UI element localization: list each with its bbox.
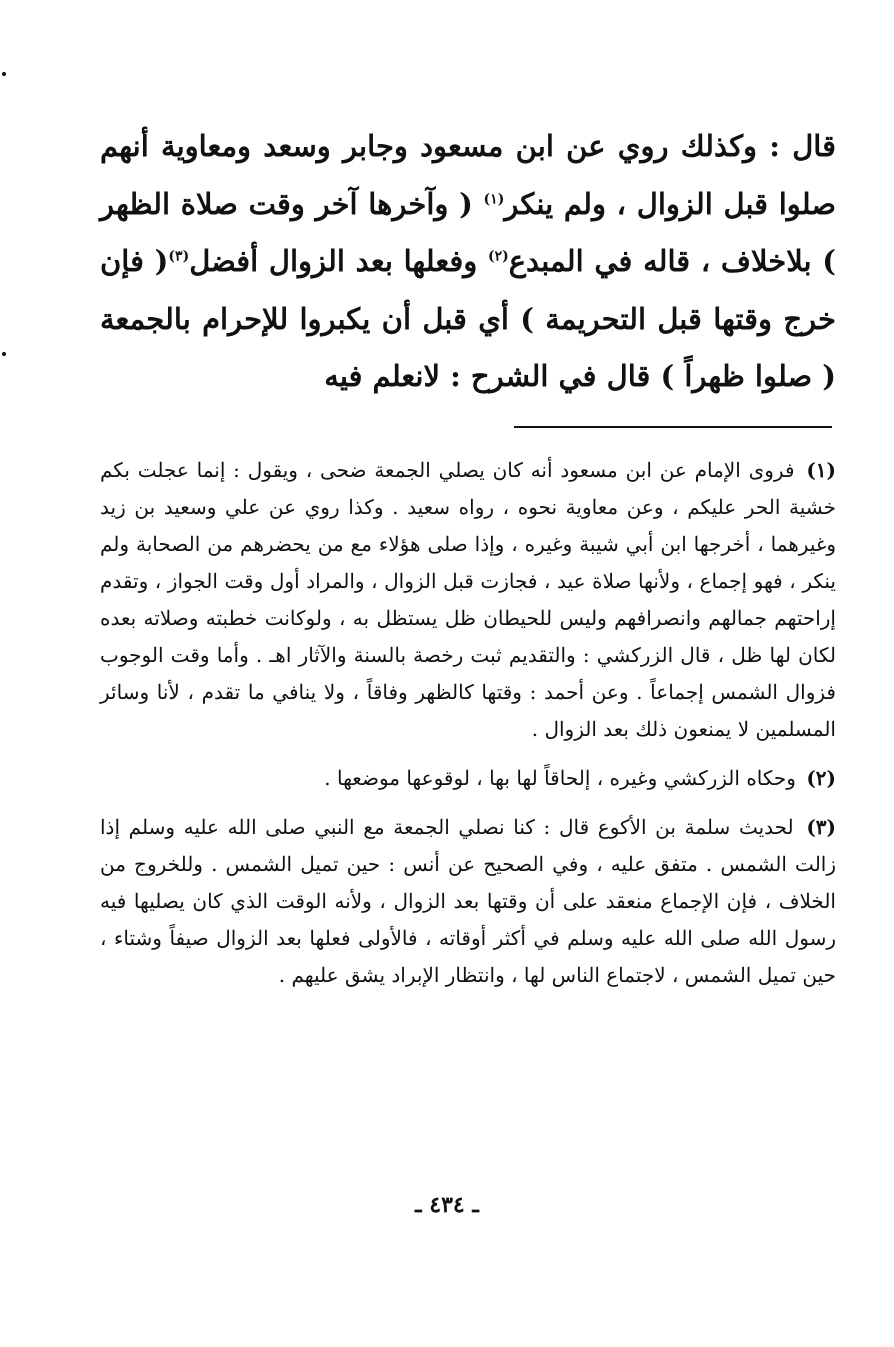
footnote-1-text: فروى الإمام عن ابن مسعود أنه كان يصلي الجمعة ضحى ، ويقول : إنما عجلت بكم خشية الحر عليكم ، وعن معاوية نحوه ، رواه سعيد . وكذا روي عن علي وسعيد بن زيد وغيرهما ، أخرجها ابن أبي شيبة وغيره ، وإذا صلى هؤلاء مع من يحضرهم من الصحابة ولم ينكر ، فهو إجماع ، ولأنها صلاة عيد ، فجازت قبل الزوال ، والمراد أول وقت الجواز ، وتقدم إراحتهم جمالهم وانصرافهم وليس للحيطان ظل يستظل به ، ولوكانت خطبته وصلاته بعده لكان لها ظل ، قال الزركشي : والتقديم ثبت رخصة بالسنة والآثار اهـ . وأما وقت الوجوب فزوال الشمس إجماعاً . وعن أحمد : وقتها كالظهر وفاقاً ، ولا ينافي ما تقدم ، لأنا وسائر المسلمين لا يمنعون ذلك بعد الزوال . [100, 458, 837, 741]
footnote-3-text: لحديث سلمة بن الأكوع قال : كنا نصلي الجمعة مع النبي صلى الله عليه وسلم إذا زالت الشمس . متفق عليه ، وفي الصحيح عن أنس : حين تميل الشمس . وللخروج من الخلاف ، فإن الإجماع منعقد على أن وقتها بعد الزوال ، ولأنه الوقت الذي كان يصليها فيه رسول الله صلى الله عليه وسلم في أكثر أوقاته ، فالأولى فعلها بعد الزوال صيفاً وشتاء ، حين تميل الشمس ، لاجتماع الناس لها ، وانتظار الإبراد يشق عليهم . [100, 815, 836, 987]
footnote-ref-3: (٣) [168, 248, 190, 265]
footnote-2-text: وحكاه الزركشي وغيره ، إلحاقاً لها بها ، لوقوعها موضعها . [324, 766, 796, 790]
margin-mark-middle [2, 352, 6, 356]
footnote-2 [100, 760, 836, 797]
footnote-ref-1: (١) [483, 190, 505, 207]
footnote-1 [100, 452, 836, 748]
footnote-3-number: (٣) [806, 815, 836, 839]
main-text-part-2: ( وآخرها آخر وقت صلاة الظهر ) بلاخلاف ، قاله في المبدع [100, 186, 836, 278]
main-text-block [100, 118, 836, 406]
footnote-2-number: (٢) [806, 766, 836, 790]
footnote-ref-2: (٢) [487, 248, 509, 265]
footnote-1-number: (١) [806, 458, 836, 482]
margin-mark-top [2, 72, 6, 76]
footnote-divider [514, 426, 832, 428]
page-number: ـ ٤٣٤ ـ [415, 1192, 479, 1218]
main-text-part-4: ( فإن خرج وقتها قبل التحريمة ) أي قبل أن يكبروا للإحرام بالجمعة ( صلوا ظهراً ) قال في الشرح : لانعلم فيه [100, 244, 836, 393]
main-text-part-1: قال : وكذلك روي عن ابن مسعود وجابر وسعد ومعاوية أنهم صلوا قبل الزوال ، ولم ينكر [100, 129, 837, 221]
footnote-3 [100, 809, 836, 994]
footnotes-section [100, 452, 836, 1006]
main-text-part-3: وفعلها بعد الزوال أفضل [189, 244, 488, 278]
main-paragraph [100, 118, 836, 406]
